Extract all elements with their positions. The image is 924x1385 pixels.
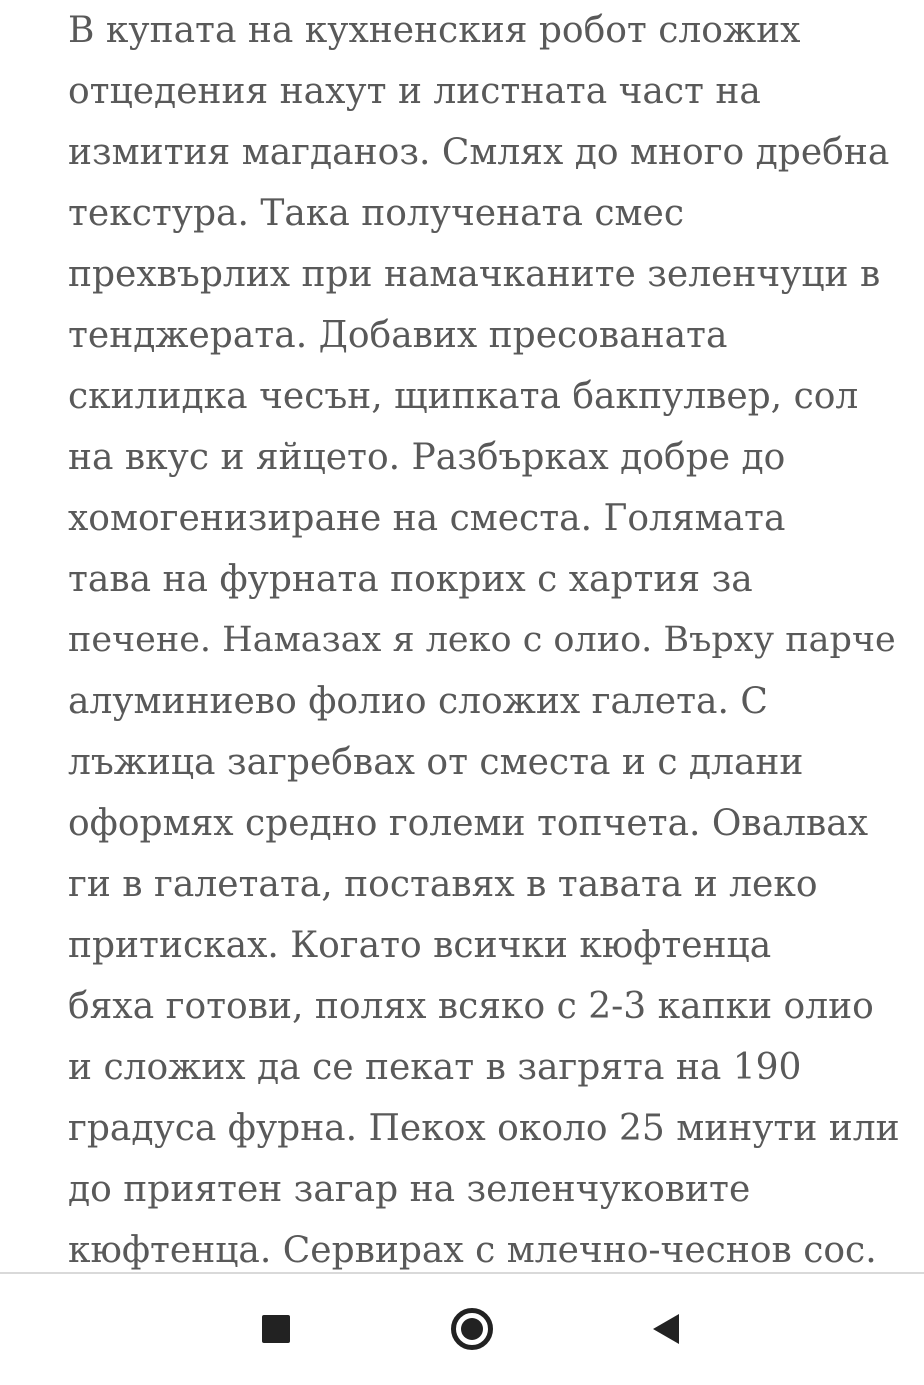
article-line: тава на фурната покрих с хартия за <box>68 559 753 600</box>
recents-button[interactable] <box>241 1294 311 1364</box>
article-line: хомогенизиране на сместа. Голямата <box>68 498 786 539</box>
article-line: отцедения нахут и листната част на <box>68 71 761 112</box>
article-line: измития магданоз. Смлях до много дребна <box>68 132 890 173</box>
article-line: прехвърлих при намачканите зеленчуци в <box>68 254 881 295</box>
back-button[interactable] <box>631 1294 701 1364</box>
article-line: текстура. Така получената смес <box>68 193 684 234</box>
article-line: печене. Намазах я леко с олио. Върху парче <box>68 620 896 660</box>
article-line: тенджерата. Добавих пресованата <box>68 315 728 356</box>
system-navigation-bar <box>0 1274 924 1385</box>
article-line: алуминиево фолио сложих галета. С <box>68 681 768 722</box>
article-line: на вкус и яйцето. Разбърках добре до <box>68 437 786 478</box>
article-line: бяха готови, полях всяко с 2-3 капки олио <box>68 986 874 1027</box>
article-line: оформях средно големи топчета. Овалвах <box>68 803 869 844</box>
article-line: ги в галетата, поставях в тавата и леко <box>68 864 818 905</box>
circle-home-icon <box>451 1308 493 1350</box>
article-line: притисках. Когато всички кюфтенца <box>68 925 772 966</box>
square-icon <box>262 1315 290 1343</box>
article-line: градуса фурна. Пекох около 25 минути или <box>68 1108 900 1149</box>
article-line: кюфтенца. Сервирах с млечно-чеснов сос. <box>68 1230 877 1271</box>
article-line: лъжица загребвах от сместа и с длани <box>68 742 804 783</box>
home-dot <box>461 1318 483 1340</box>
article-line: В купата на кухненския робот сложих <box>68 10 801 51</box>
triangle-back-icon <box>653 1314 679 1344</box>
article-line: и сложих да се пекат в загрята на 190 <box>68 1047 802 1088</box>
article-line: скилидка чесън, щипката бакпулвер, сол <box>68 376 859 417</box>
article-line: до приятен загар на зеленчуковите <box>68 1169 751 1210</box>
home-button[interactable] <box>437 1294 507 1364</box>
